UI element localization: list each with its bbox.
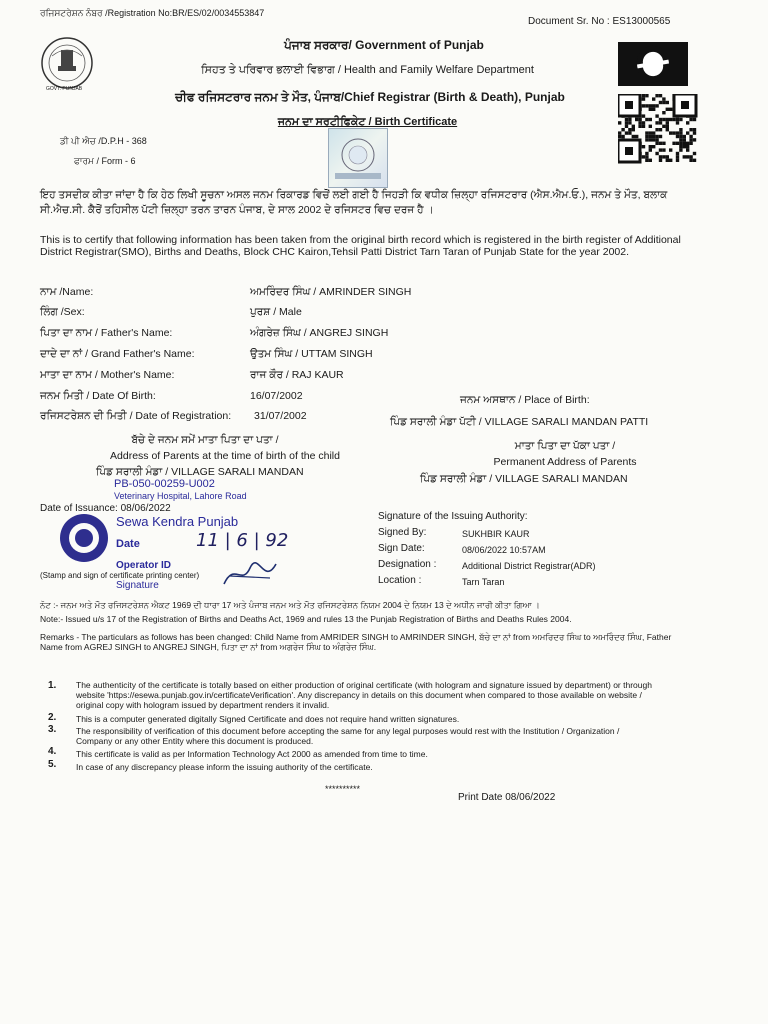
print-date: Print Date 08/06/2022 — [458, 792, 556, 803]
sewa-kendra-name: Sewa Kendra Punjab — [116, 514, 239, 529]
sewa-kendra-seal — [58, 512, 110, 564]
registration-date-value: 31/07/2002 — [254, 410, 307, 422]
stamp-reference-number: PB-050-00259-U002 — [114, 478, 215, 490]
date-of-issuance: Date of Issuance: 08/06/2022 — [40, 503, 171, 514]
dph-number: ਡੀ ਪੀ ਐਚ /D.P.H - 368 — [60, 136, 147, 146]
designation-label: Designation : — [378, 559, 437, 570]
hologram — [328, 128, 388, 188]
separator-stars: ********** — [325, 784, 361, 794]
location-value: Tarn Taran — [462, 577, 505, 587]
sex-label: ਲਿੰਗ /Sex: — [40, 306, 85, 318]
stamp-date-label: Date — [116, 538, 140, 550]
registration-number: ਰਜਿਸਟਰੇਸ਼ਨ ਨੰਬਰ /Registration No:BR/ES/02/0034553847 — [40, 8, 265, 18]
mother-name-value: ਰਾਜ ਕੌਰ / RAJ KAUR — [250, 369, 344, 381]
condition-1-number: 1. — [48, 680, 57, 691]
stamp-caption: (Stamp and sign of certificate printing center) — [40, 571, 200, 580]
sign-date-label: Sign Date: — [378, 543, 425, 554]
grandfather-name-label: ਦਾਦੇ ਦਾ ਨਾਂ / Grand Father's Name: — [40, 348, 195, 360]
department-title: ਸਿਹਤ ਤੇ ਪਰਿਵਾਰ ਭਲਾਈ ਵਿਭਾਗ / Health and Family Welfare Department — [201, 64, 534, 76]
document-serial-number: Document Sr. No : ES13000565 — [528, 16, 671, 27]
remarks: Remarks - The particulars as follows has been changed: Child Name from AMRIDER SINGH to AMRINDER SINGH, ਬੱਚੇ ਦਾ ਨਾਂ from ਅਮਰਿਦਰ ਸਿੰਘ to ਅਮਰਿੰਦਰ ਸਿੰਘ, Father Name from AGREJ SINGH to ANGREJ SINGH, ਪਿਤਾ ਦਾ ਨਾਂ from ਅਗਰੇਜ ਸਿੰਘ to ਅੰਗਰੇਜ਼ ਸਿੰਘ. — [40, 632, 672, 652]
handwritten-signature — [220, 556, 280, 592]
signed-by-value: SUKHBIR KAUR — [462, 529, 530, 539]
stamp-hospital: Veterinary Hospital, Lahore Road — [114, 491, 247, 501]
condition-4-text: This certificate is valid as per Information Technology Act 2000 as amended from time to time. — [76, 749, 428, 759]
emblem-caption: GOVT. PUNJAB — [46, 86, 83, 92]
place-of-birth-label: ਜਨਮ ਅਸਥਾਨ / Place of Birth: — [460, 394, 590, 406]
intro-english: This is to certify that following information has been taken from the original birth record which is registered in the birth register of Additional District Registrar(SMO), Births and Deaths, Block CHC Kairon,Tehsil Patti District Tarn Taran of Punjab State for the year 2002. — [40, 234, 681, 258]
date-of-birth-label: ਜਨਮ ਮਿਤੀ / Date Of Birth: — [40, 390, 156, 402]
registration-date-label: ਰਜਿਸਟਰੇਸ਼ਨ ਦੀ ਮਿਤੀ / Date of Registration: — [40, 410, 232, 422]
government-title: ਪੰਜਾਬ ਸਰਕਾਰ/ Government of Punjab — [284, 38, 484, 52]
father-name-label: ਪਿਤਾ ਦਾ ਨਾਮ / Father's Name: — [40, 327, 173, 339]
condition-1-text: The authenticity of the certificate is totally based on either production of original certificate (with hologram and signature issued by department) or through website 'https://esewa.punjab.gov.in/certificateVerification'. Any discrepancy in details on this document when compared to those available on website / original copy with hologram issued by department renders it invalid. — [76, 680, 652, 710]
condition-3-text: The responsibility of verification of this document before accepting the same for any legal purposes would rest with the Institution / Organization / Company or any other Entity where this document is produced. — [76, 726, 620, 746]
english-legal-note: Note:- Issued u/s 17 of the Registration of Births and Deaths Act, 1969 and rules 13 the Punjab Registration of Births and Deaths Rules 2004. — [40, 614, 572, 624]
mother-name-label: ਮਾਤਾ ਦਾ ਨਾਮ / Mother's Name: — [40, 369, 175, 381]
name-label: ਨਾਮ /Name: — [40, 286, 94, 298]
permanent-address-value: ਪਿੰਡ ਸਰਾਲੀ ਮੰਡਾ / VILLAGE SARALI MANDAN — [420, 473, 628, 485]
signed-by-label: Signed By: — [378, 527, 427, 538]
issuing-authority-title: Signature of the Issuing Authority: — [378, 511, 528, 522]
form-number: ਫਾਰਮ / Form - 6 — [74, 156, 136, 166]
esewa-logo — [618, 42, 688, 86]
intro-punjabi: ਇਹ ਤਸਦੀਕ ਕੀਤਾ ਜਾਂਦਾ ਹੈ ਕਿ ਹੇਠ ਲਿਖੀ ਸੂਚਨਾ ਅਸਲ ਜਨਮ ਰਿਕਾਰਡ ਵਿਚੋਂ ਲਈ ਗਈ ਹੈ ਜਿਹੜੀ ਕਿ ਵਧੀਕ ਜ਼ਿਲ੍ਹਾ ਰਜਿਸਟਰਾਰ (ਐਸ.ਐਮ.ਓ.), ਜਨਮ ਤੇ ਮੌਤ, ਬਲਾਕ ਸੀ.ਐਚ.ਸੀ. ਕੈਰੋਂ ਤਹਿਸੀਲ ਪੱਟੀ ਜ਼ਿਲ੍ਹਾ ਤਰਨ ਤਾਰਨ ਪੰਜਾਬ, ਦੇ ਸਾਲ 2002 ਦੇ ਰਜਿਸਟਰ ਵਿਚ ਦਰਜ ਹੈ । — [40, 189, 668, 216]
condition-3-number: 3. — [48, 724, 57, 735]
location-label: Location : — [378, 575, 422, 586]
operator-id-label: Operator ID — [116, 560, 172, 571]
condition-5-number: 5. — [48, 759, 57, 770]
father-name-value: ਅੰਗਰੇਜ਼ ਸਿੰਘ / ANGREJ SINGH — [250, 327, 389, 339]
condition-4-number: 4. — [48, 746, 57, 757]
date-of-birth-value: 16/07/2002 — [250, 390, 303, 402]
sex-value: ਪੁਰਸ਼ / Male — [250, 306, 302, 318]
condition-2-text: This is a computer generated digitally Signed Certificate and does not require hand written signatures. — [76, 714, 460, 724]
place-of-birth-value: ਪਿੰਡ ਸਰਾਲੀ ਮੰਡਾ ਪੱਟੀ / VILLAGE SARALI MANDAN PATTI — [390, 416, 649, 428]
sign-date-value: 08/06/2022 10:57AM — [462, 545, 546, 555]
grandfather-name-value: ਉਤਮ ਸਿੰਘ / UTTAM SINGH — [250, 348, 373, 360]
birth-address-label-punjabi: ਬੱਚੇ ਦੇ ਜਨਮ ਸਮੇਂ ਮਾਤਾ ਪਿਤਾ ਦਾ ਪਤਾ / — [131, 434, 279, 446]
punjabi-legal-note: ਨੋਟ :- ਜਨਮ ਅਤੇ ਮੌਤ ਰਜਿਸਟਰੇਸ਼ਨ ਐਕਟ 1969 ਦੀ ਧਾਰਾ 17 ਅਤੇ ਪੰਜਾਬ ਜਨਮ ਅਤੇ ਮੌਤ ਰਜਿਸਟਰੇਸ਼ਨ ਨਿਯਮ 2004 ਦੇ ਨਿਯਮ 13 ਦੇ ਅਧੀਨ ਜਾਰੀ ਕੀਤਾ ਗਿਆ । — [40, 600, 540, 610]
designation-value: Additional District Registrar(ADR) — [462, 561, 596, 571]
signature-label: Signature — [116, 580, 159, 591]
permanent-address-label-punjabi: ਮਾਤਾ ਪਿਤਾ ਦਾ ਪੱਕਾ ਪਤਾ / — [514, 440, 616, 452]
registrar-title: ਚੀਫ ਰਜਿਸਟਰਾਰ ਜਨਮ ਤੇ ਮੌਤ, ਪੰਜਾਬ/Chief Registrar (Birth & Death), Punjab — [175, 90, 565, 104]
condition-5-text: In case of any discrepancy please inform the issuing authority of the certificate. — [76, 762, 373, 772]
name-value: ਅਮਰਿੰਦਰ ਸਿੰਘ / AMRINDER SINGH — [250, 286, 412, 298]
birth-address-label: Address of Parents at the time of birth of the child — [110, 450, 340, 462]
birth-address-value: ਪਿੰਡ ਸਰਾਲੀ ਮੰਡਾ / VILLAGE SARALI MANDAN — [96, 466, 304, 478]
handwritten-date: 11 | 6 | 92 — [196, 530, 289, 551]
certificate-title: ਜਨਮ ਦਾ ਸਰਟੀਫਿਕੇਟ / Birth Certificate — [277, 116, 458, 128]
qr-code — [618, 94, 698, 164]
condition-2-number: 2. — [48, 712, 57, 723]
permanent-address-label: Permanent Address of Parents — [493, 456, 637, 468]
